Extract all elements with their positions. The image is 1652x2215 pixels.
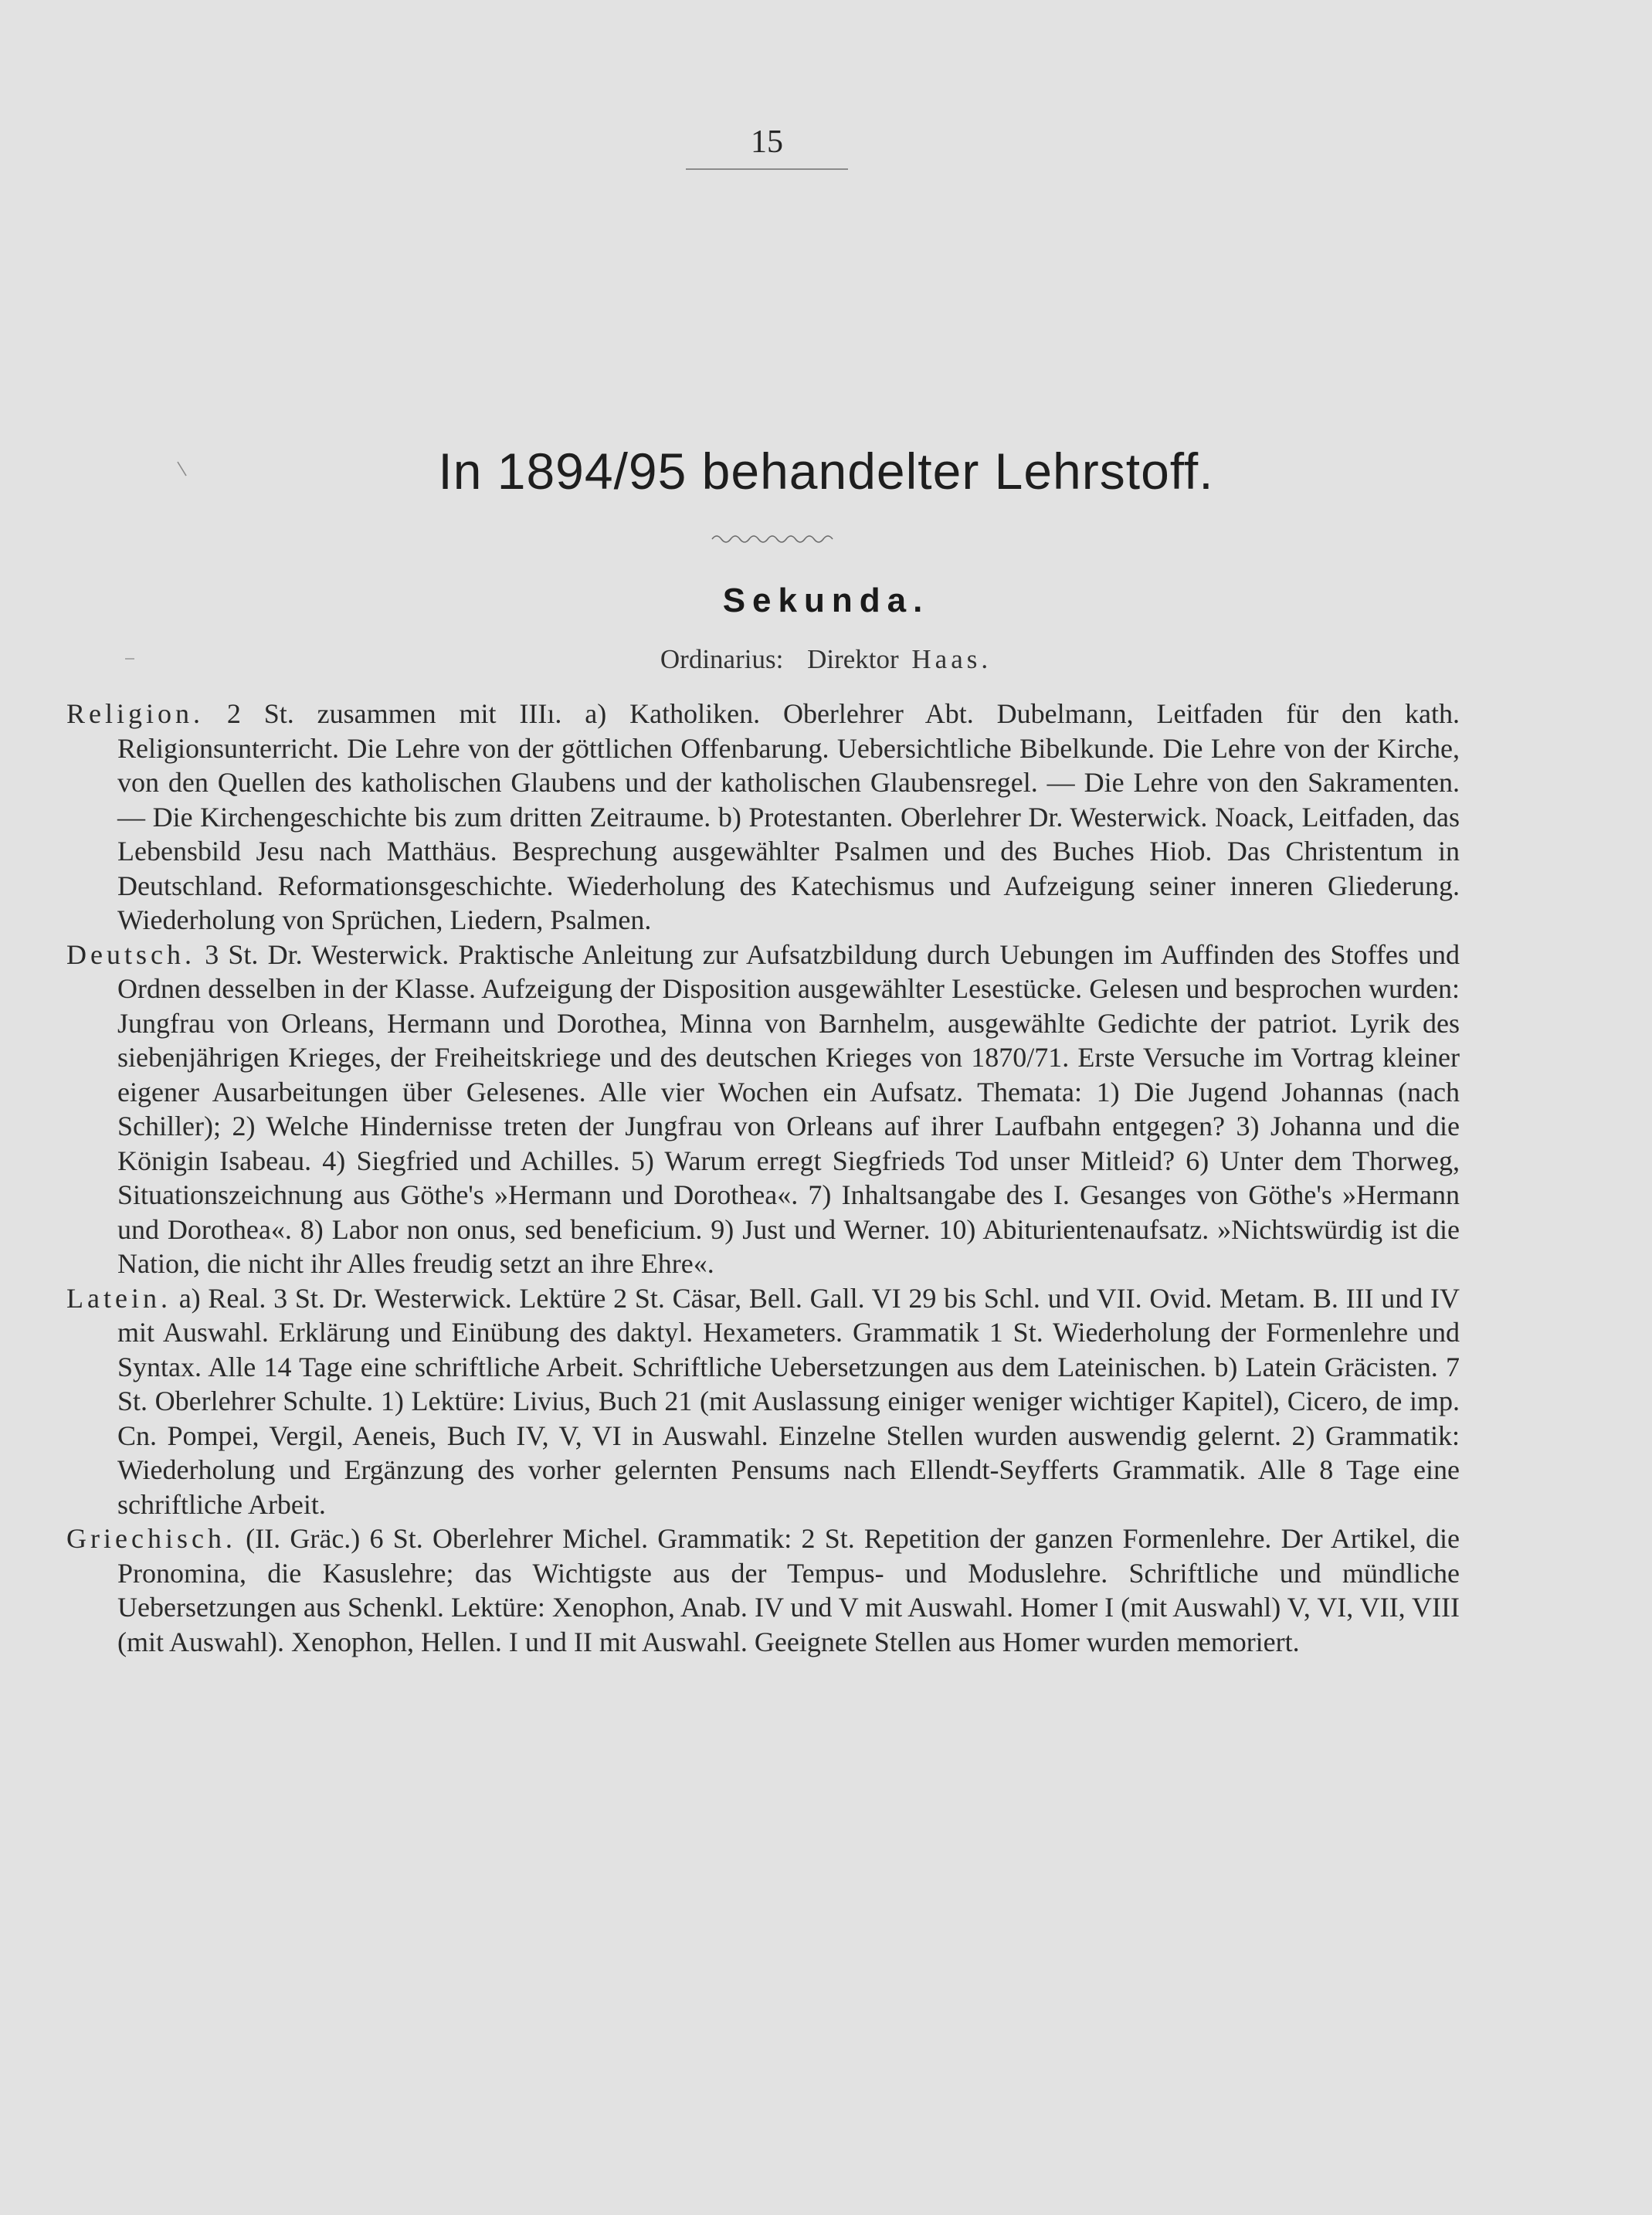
page-number-rule [686,168,848,170]
page-number: 15 [751,124,783,160]
entry-subject: Religion. [66,698,204,729]
section-heading: Sekunda. [722,582,930,619]
entry-body: (II. Gräc.) 6 St. Oberlehrer Michel. Grammatik: 2 St. Repetition der ganzen Formenlehre. Der Artikel, die Pronomina, die Kasuslehre; das Wichtigste aus der Tempus- und Moduslehre. Schriftliche und mündliche Uebersetzungen aus Schenkl. Lektüre: Xenophon, Anab. IV und V mit Auswahl. Homer I (mit Auswahl) V, VI, VII, VIII (mit Auswahl). Xenophon, Hellen. I und II mit Auswahl. Geeignete Stellen aus Homer wurden memoriert. [117,1523,1460,1657]
page-title: In 1894/95 behandelter Lehrstoff. [438,443,1214,500]
entry-deutsch [66,938,1460,1281]
entry-body: 2 St. zusammen mit IIIı. a) Katholiken. Oberlehrer Abt. Dubelmann, Leitfaden für den kath. Religionsunterricht. Die Lehre von der göttlichen Offenbarung. Uebersichtliche Bibelkunde. Die Lehre von der Kirche, von den Quellen des katholischen Glaubens und der katholischen Glaubensregel. — Die Lehre von den Sakramenten. — Die Kirchengeschichte bis zum dritten Zeitraume. b) Protestanten. Oberlehrer Dr. Westerwick. Noack, Leitfaden, das Lebensbild Jesu nach Matthäus. Besprechung ausgewählter Psalmen und des Buches Hiob. Das Christentum in Deutschland. Reformationsgeschichte. Wiederholung des Katechismus und Aufzeigung seiner inneren Gliederung. Wiederholung von Sprüchen, Liedern, Psalmen. [117,698,1460,935]
entry-subject: Griechisch. [66,1523,236,1554]
entry-body: a) Real. 3 St. Dr. Westerwick. Lektüre 2 St. Cäsar, Bell. Gall. VI 29 bis Schl. und VII. Ovid. Metam. B. III und IV mit Auswahl. Erklärung und Einübung des daktyl. Hexameters. Grammatik 1 St. Wiederholung der Formenlehre und Syntax. Alle 14 Tage eine schriftliche Arbeit. Schriftliche Uebersetzungen aus dem Lateinischen. b) Latein Gräcisten. 7 St. Oberlehrer Schulte. 1) Lektüre: Livius, Buch 21 (mit Auslassung einiger weniger wichtiger Kapitel), Cicero, de imp. Cn. Pompei, Vergil, Aeneis, Buch IV, V, VI in Auswahl. Einzelne Stellen wurden auswendig gelernt. 2) Grammatik: Wiederholung und Ergänzung des vorher gelernten Pensums nach Ellendt-Seyfferts Grammatik. Alle 8 Tage eine schriftliche Arbeit. [117,1282,1460,1520]
ordinarius-name: Haas. [911,644,992,674]
ordinarius-line [0,643,1652,677]
entry-body: 3 St. Dr. Westerwick. Praktische Anleitung zur Aufsatzbildung durch Uebungen im Auffinden des Stoffes und Ordnen desselben in der Klasse. Aufzeigung der Disposition ausgewählter Lesestücke. Gelesen und besprochen wurden: Jungfrau von Orleans, Hermann und Dorothea, Minna von Barnhelm, ausgewählte Gedichte der patriot. Lyrik des siebenjährigen Krieges, der Freiheitskriege und des deutschen Krieges von 1870/71. Erste Versuche im Vortrag kleiner eigener Ausarbeitungen über Gelesenes. Alle vier Wochen ein Aufsatz. Themata: 1) Die Jugend Johannas (nach Schiller); 2) Welche Hindernisse treten der Jungfrau von Orleans auf ihrer Laufbahn entgegen? 3) Johanna und die Königin Isabeau. 4) Siegfried und Achilles. 5) Warum erregt Siegfrieds Tod unser Mitleid? 6) Unter dem Thorweg, Situationszeichnung aus Göthe's »Hermann und Dorothea«. 7) Inhaltsangabe des I. Gesanges von Göthe's »Hermann und Dorothea«. 8) Labor non onus, sed beneficium. 9) Just und Werner. 10) Abiturientenaufsatz. »Nichtswürdig ist die Nation, die nicht ihr Alles freudig setzt an ihre Ehre«. [117,938,1460,1279]
curriculum-entries [66,697,1460,1659]
ordinarius-label: Ordinarius: [660,644,784,674]
entry-subject: Latein. [66,1282,171,1314]
ordinarius-role: Direktor [807,644,899,674]
entry-subject: Deutsch. [66,938,195,970]
entry-latein [66,1281,1460,1522]
entry-religion [66,697,1460,938]
wavy-ornament-icon [711,531,834,547]
entry-griechisch [66,1521,1460,1659]
